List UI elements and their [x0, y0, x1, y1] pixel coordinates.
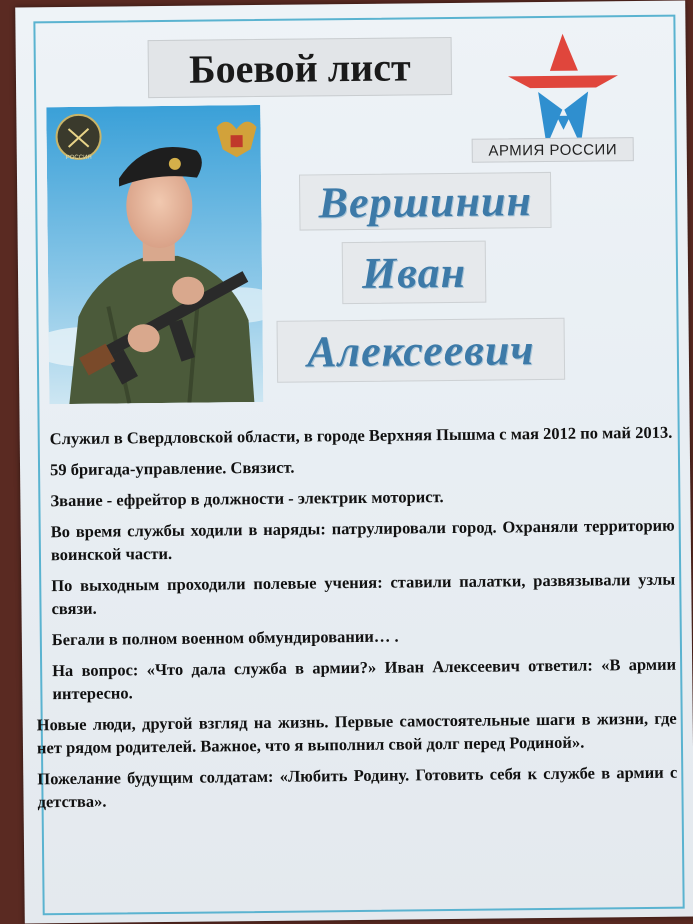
paragraph-brigade: 59 бригада-управление. Связист. — [49, 457, 295, 480]
photo-badge-text: РОССИЯ — [65, 154, 92, 162]
logo-caption: АРМИЯ РОССИИ — [472, 137, 634, 163]
paragraph-running: Бегали в полном военном обмундировании… . — [51, 626, 399, 650]
battle-sheet — [15, 1, 693, 924]
paragraph-wish: Пожелание будущим солдатам: «Любить Родину. Готовить себя к службе в армии с детства». — [37, 762, 678, 812]
paragraph-service-location: Служил в Свердловской области, в городе Верхняя Пышма с мая 2012 по май 2013. — [49, 422, 673, 449]
body-text — [34, 421, 678, 822]
surname-box — [299, 172, 552, 231]
paragraph-exercises: По выходным проходили полевые учения: ставили палатки, развязывали узлы связи. — [51, 569, 676, 619]
patronymic: Алексеевич — [306, 324, 535, 376]
first-name-box — [342, 241, 487, 305]
first-name: Иван — [361, 247, 467, 298]
title-box — [148, 37, 453, 98]
soldier-photo — [46, 105, 263, 404]
paragraph-answer: Новые люди, другой взгляд на жизнь. Первые самостоятельные шаги в жизни, где нет рядом родителей. Важное, что я выполнил свой долг перед Родиной». — [36, 708, 677, 758]
surname: Вершинин — [318, 175, 533, 227]
page-title: Боевой лист — [188, 43, 411, 92]
patronymic-box — [277, 318, 566, 383]
paragraph-question: На вопрос: «Что дала служба в армии?» Иван Алексеевич ответил: «В армии интересно. — [52, 654, 677, 704]
paragraph-duties: Во время службы ходили в наряды: патрулировали город. Охраняли территорию воинской части. — [50, 515, 675, 565]
paragraph-rank: Звание - ефрейтор в должности - электрик моторист. — [50, 487, 444, 511]
